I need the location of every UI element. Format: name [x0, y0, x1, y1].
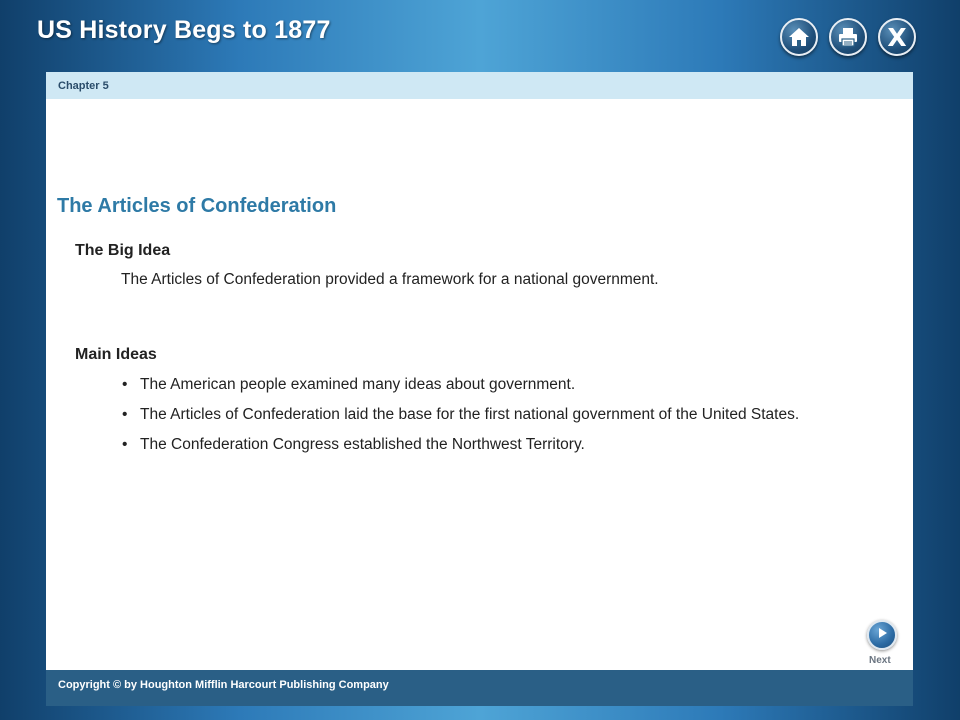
app-title: US History Begs to 1877	[37, 16, 331, 44]
big-idea-text: The Articles of Confederation provided a framework for a national government.	[121, 271, 659, 288]
chapter-strip	[46, 72, 913, 99]
play-arrow-icon	[876, 626, 888, 644]
top-bar	[0, 0, 960, 72]
home-icon	[788, 27, 810, 47]
main-ideas-heading: Main Ideas	[75, 346, 157, 363]
print-button[interactable]	[829, 18, 867, 56]
main-idea-item: • The Articles of Confederation laid the base for the first national government of the United States.	[140, 404, 885, 426]
section-title: The Articles of Confederation	[57, 195, 337, 217]
close-button[interactable]	[878, 18, 916, 56]
footer-bar	[46, 670, 913, 706]
chapter-label: Chapter 5	[58, 80, 109, 92]
close-icon: X	[887, 22, 907, 52]
print-icon	[837, 27, 859, 47]
home-button[interactable]	[780, 18, 818, 56]
main-ideas-list	[140, 374, 885, 464]
copyright-text: Copyright © by Houghton Mifflin Harcourt Publishing Company	[58, 679, 389, 691]
next-button[interactable]	[867, 620, 897, 650]
next-label: Next	[869, 655, 891, 666]
big-idea-heading: The Big Idea	[75, 242, 171, 259]
main-idea-item: • The Confederation Congress established the Northwest Territory.	[140, 434, 885, 456]
main-idea-item: • The American people examined many ideas about government.	[140, 374, 885, 396]
content-panel	[46, 72, 913, 670]
nav-icon-group	[780, 18, 916, 56]
